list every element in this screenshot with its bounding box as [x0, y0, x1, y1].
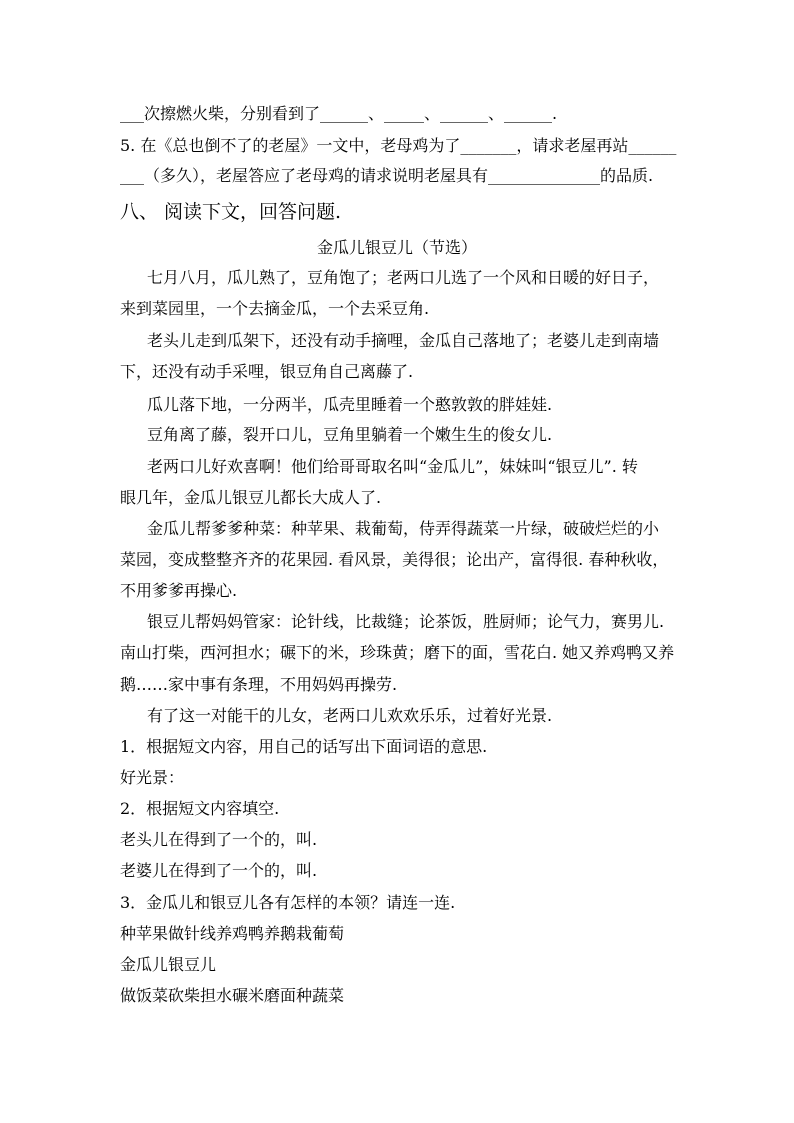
- passage-line: 老头儿走到瓜架下，还没有动手摘哩，金瓜自己落地了；老婆儿走到南墙: [147, 331, 660, 350]
- question-1: 1．根据短文内容，用自己的话写出下面词语的意思.: [120, 737, 488, 756]
- question-5-line-1: 5. 在《总也倒不了的老屋》一文中，老母鸡为了_______，请求老屋再站______: [120, 136, 677, 155]
- passage-line: 瓜儿落下地，一分两半，瓜壳里睡着一个憨敦敦的胖娃娃.: [147, 395, 553, 414]
- passage-line: 不用爹爹再操心.: [120, 581, 238, 600]
- matching-top-row: 种苹果做针线养鸡鸭养鹅栽葡萄: [120, 924, 345, 943]
- question-2: 2．根据短文内容填空.: [120, 799, 280, 818]
- passage-line: 南山打柴，西河担水；碾下的米，珍珠黄；磨下的面，雪花白. 她又养鸡鸭又养: [120, 643, 675, 662]
- passage-line: 下，还没有动手采哩，银豆角自己离藤了.: [120, 362, 414, 381]
- question-5-line-2: ___（多久），老屋答应了老母鸡的请求说明老屋具有______________的品质.: [120, 166, 654, 185]
- passage-line: 老两口儿好欢喜啊！他们给哥哥取名叫“金瓜儿”，妹妹叫“银豆儿”. 转: [147, 457, 638, 476]
- passage-line: 银豆儿帮妈妈管家：论针线，比裁缝；论茶饭，胜厨师；论气力，赛男儿.: [147, 612, 665, 631]
- question-1-answer: 好光景：: [120, 768, 185, 787]
- passage-line: 菜园，变成整整齐齐的花果园. 看风景，美得很；论出产，富得很. 春种秋收，: [120, 550, 669, 569]
- section-heading: 八、 阅读下文，回答问题.: [120, 201, 342, 223]
- question-2-line-2: 老婆儿在得到了一个的，叫.: [120, 861, 318, 880]
- passage-line: 鹅……家中事有条理，不用妈妈再操劳.: [120, 675, 398, 694]
- passage-line: 七月八月，瓜儿熟了，豆角饱了；老两口儿选了一个风和日暖的好日子，: [147, 268, 660, 287]
- question-3: 3．金瓜儿和银豆儿各有怎样的本领？请连一连.: [120, 893, 456, 912]
- passage-line: 来到菜园里，一个去摘金瓜，一个去采豆角.: [120, 299, 430, 318]
- passage-line: 有了这一对能干的儿女，老两口儿欢欢乐乐，过着好光景.: [147, 706, 553, 725]
- matching-names-row: 金瓜儿银豆儿: [120, 955, 217, 974]
- matching-bottom-row: 做饭菜砍柴担水碾米磨面种蔬菜: [120, 986, 345, 1005]
- text-line-blanks: ___次擦燃火柴，分别看到了______、_____、______、______.: [120, 104, 558, 123]
- passage-line: 豆角离了藤，裂开口儿，豆角里躺着一个嫩生生的俊女儿.: [147, 425, 553, 444]
- passage-title: 金瓜儿银豆儿（节选）: [316, 238, 477, 257]
- passage-line: 眼几年，金瓜儿银豆儿都长大成人了.: [120, 488, 382, 507]
- passage-line: 金瓜儿帮爹爹种菜：种苹果、栽葡萄，侍弄得蔬菜一片绿，破破烂烂的小: [147, 519, 660, 538]
- question-2-line-1: 老头儿在得到了一个的，叫.: [120, 830, 318, 849]
